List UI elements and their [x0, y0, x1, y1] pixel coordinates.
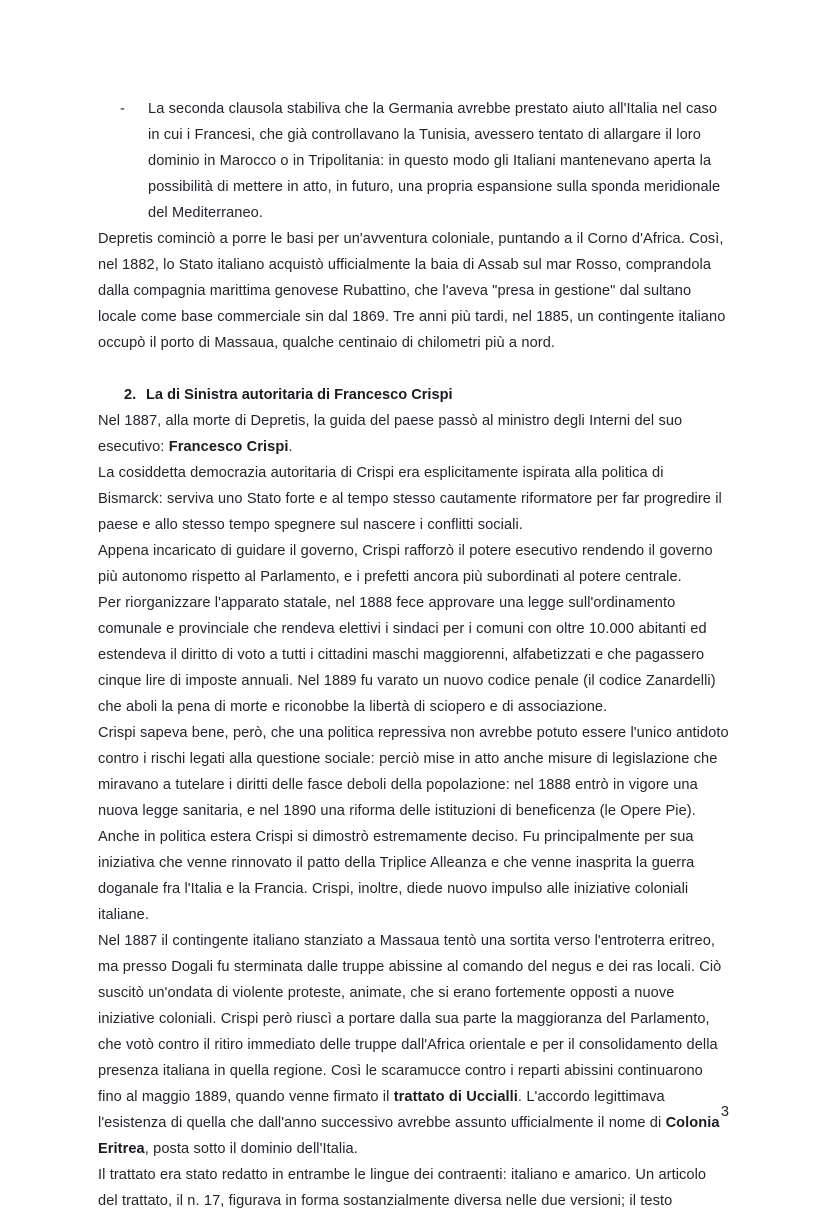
- section-heading-number: 2.: [124, 387, 137, 403]
- page-number: 3: [720, 1104, 729, 1120]
- bullet-paragraph-text: La seconda clausola stabiliva che la Germania avrebbe prestato aiuto all'Italia nel caso in cui i Francesi, che già controllavano la Tunisia, avessero tentato di allargare il loro dominio in Marocco o in Tripolitania: in questo modo gli Italiani mantenevano aperta la possibilità di mettere in atto, in futuro, una propria espansione sulla sponda meridionale del Mediterraneo.: [148, 101, 721, 221]
- page-content: [98, 96, 730, 1214]
- paragraph-democrazia-autoritaria: La cosiddetta democrazia autoritaria di Crispi era esplicitamente ispirata alla politica di Bismarck: serviva uno Stato forte e al tempo stesso cautamente riformatore per far progredire il paese e allo stesso tempo spegnere sul nascere i conflitti sociali.: [98, 465, 722, 533]
- paragraph-nel-1887-part-a: Nel 1887, alla morte di Depretis, la guida del paese passò al ministro degli Interni del suo esecutivo:: [98, 413, 683, 455]
- bullet-list-item: [98, 96, 730, 226]
- paragraph-trattato-lingue: Il trattato era stato redatto in entrambe le lingue dei contraenti: italiano e amarico. Un articolo del trattato, il n. 17, figurava in forma sostanzialmente diversa nelle due versioni; il testo: [98, 1167, 707, 1209]
- paragraph-nel-1887-part-b: .: [288, 439, 293, 455]
- paragraph-depretis: Depretis cominciò a porre le basi per un'avventura coloniale, puntando a il Corno d'Africa. Così, nel 1882, lo Stato italiano acquistò ufficialmente la baia di Assab sul mar Rosso, comprandola dalla compagnia marittima genovese Rubattino, che l'aveva "presa in gestione" dal sultano locale come base commerciale sin dal 1869. Tre anni più tardi, nel 1885, un contingente italiano occupò il porto di Massaua, qualche centinaio di chilometri più a nord.: [98, 231, 726, 351]
- paragraph-politica-estera: Anche in politica estera Crispi si dimostrò estremamente deciso. Fu principalmente per sua iniziativa che venne rinnovato il patto della Triplice Alleanza e che venne inasprita la guerra doganale fra l'Italia e la Francia. Crispi, inoltre, diede nuovo impulso alle iniziative coloniali italiane.: [98, 829, 695, 923]
- section-heading-title: La di Sinistra autoritaria di Francesco Crispi: [146, 387, 453, 403]
- paragraph-massaua-uccialli: [98, 928, 730, 1162]
- section-heading: [98, 382, 730, 408]
- bold-colonia-eritrea: Colonia Eritrea: [98, 1115, 720, 1157]
- bold-francesco-crispi: Francesco Crispi: [168, 439, 289, 455]
- paragraph-appena-incaricato: Appena incaricato di guidare il governo, Crispi rafforzò il potere esecutivo rendendo il governo più autonomo rispetto al Parlamento, e i prefetti ancora più subordinati al potere centrale.: [98, 543, 713, 585]
- paragraph-riorganizzare-apparato: Per riorganizzare l'apparato statale, nel 1888 fece approvare una legge sull'ordinamento comunale e provinciale che rendeva elettivi i sindaci per i comuni con oltre 10.000 abitanti ed estendeva il diritto di voto a tutti i cittadini maschi maggiorenni, alfabetizzati e che pagassero cinque lire di imposte annuali. Nel 1889 fu varato un nuovo codice penale (il codice Zanardelli) che aboli la pena di morte e riconobbe la libertà di sciopero e di associazione.: [98, 595, 716, 715]
- paragraph-crispi-sapeva: Crispi sapeva bene, però, che una politica repressiva non avrebbe potuto essere l'unico antidoto contro i rischi legati alla questione sociale: perciò mise in atto anche misure di legislazione che miravano a tutelare i diritti delle fasce deboli della popolazione: nel 1888 entrò in vigore una nuova legge sanitaria, e nel 1890 una riforma delle istituzioni di beneficenza (le Opere Pie).: [98, 725, 729, 819]
- bullet-marker-icon: -: [120, 101, 125, 117]
- paragraph-nel-1887-depretis: [98, 408, 730, 460]
- bold-trattato-di-uccialli: trattato di Uccialli: [393, 1089, 518, 1105]
- paragraph-massaua-part-c: , posta sotto il dominio dell'Italia.: [144, 1141, 358, 1157]
- paragraph-massaua-part-a: Nel 1887 il contingente italiano stanziato a Massaua tentò una sortita verso l'entroterra eritreo, ma presso Dogali fu sterminata dalle truppe abissine al comando del negus e dei ras locali. Ciò suscitò un'ondata di violente proteste, animate, che si erano fortemente opposti a nuove iniziative coloniali. Crispi però riuscì a portare dalla sua parte la maggioranza del Parlamento, che votò contro il ritiro immediato delle truppe dall'Africa orientale e per il consolidamento della presenza italiana in quella regione. Così le scaramucce contro i reparti abissini continuarono fino al maggio 1889, quando venne firmato il: [98, 933, 722, 1105]
- paragraph-massaua-part-b: . L'accordo legittimava l'esistenza di quella che dall'anno successivo avrebbe assunto ufficialmente il nome di: [98, 1089, 666, 1131]
